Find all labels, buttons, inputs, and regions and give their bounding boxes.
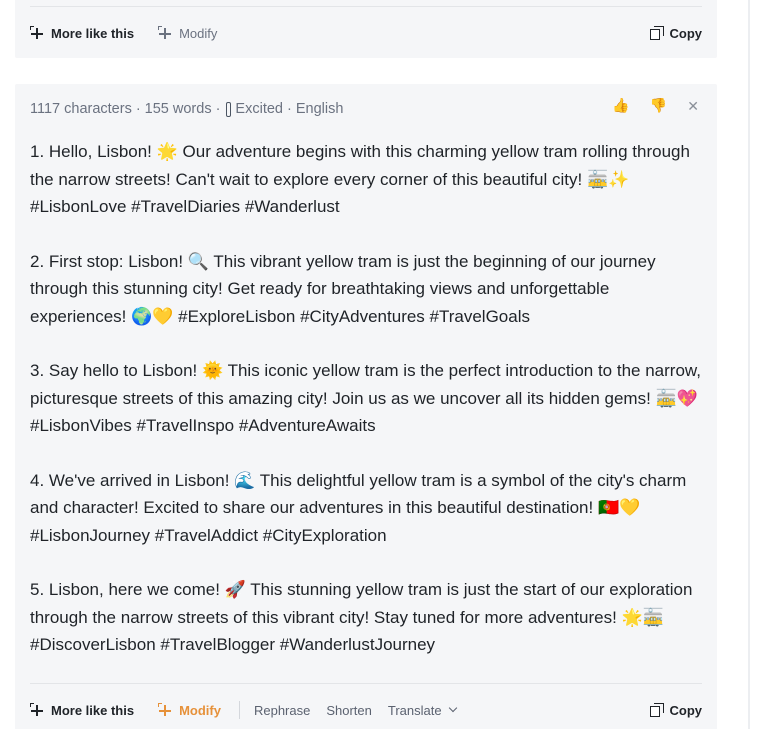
caption-paragraph-2: 2. First stop: Lisbon! 🔍 This vibrant yellow tram is just the beginning of our journey through this stunning city! Get ready for breathtaking views and unforgettable experiences! 🌍💛 #ExploreLisbon #CityAdventures #TravelGoals xyxy=(30,251,656,326)
word-count: 155 words xyxy=(144,101,212,117)
thumbs-down-icon[interactable]: 👎 xyxy=(649,98,668,114)
thermometer-icon xyxy=(226,102,231,117)
copy-icon xyxy=(650,703,664,717)
result-text xyxy=(30,138,710,686)
translate-dropdown[interactable] xyxy=(388,703,456,718)
thumbs-up-icon[interactable]: 👍 xyxy=(612,98,630,114)
chevron-down-icon xyxy=(448,704,456,712)
previous-result-card xyxy=(15,0,717,58)
feedback-controls xyxy=(612,98,699,115)
rephrase-button[interactable]: Rephrase xyxy=(253,702,311,718)
result-card xyxy=(15,84,717,729)
caption-paragraph-5: 5. Lisbon, here we come! 🚀 This stunning yellow tram is just the start of our exploration through the narrow streets of this vibrant city! Stay tuned for more adventures! 🌟🚋 #DiscoverLisbon #TravelBlogger #WanderlustJourney xyxy=(30,580,693,654)
copy-button[interactable] xyxy=(650,703,703,718)
copy-icon xyxy=(650,26,664,40)
card-divider xyxy=(30,683,702,684)
sparkle-icon xyxy=(30,26,45,41)
sparkle-icon xyxy=(158,703,173,718)
modify-button[interactable] xyxy=(158,26,217,41)
card-divider xyxy=(30,6,702,7)
copy-label: Copy xyxy=(669,25,702,41)
shorten-button[interactable]: Shorten xyxy=(326,702,372,718)
result-meta xyxy=(30,101,343,117)
modify-label: Modify xyxy=(179,702,221,718)
sparkle-icon xyxy=(158,26,173,41)
caption-paragraph-4: 4. We've arrived in Lisbon! 🌊 This delightful yellow tram is a symbol of the city's charm and character! Excited to share our adventures in this beautiful destination! 🇵🇹💛 #LisbonJourney #TravelAddict #CityExploration xyxy=(30,470,687,545)
meta-separator: · xyxy=(215,101,221,117)
copy-button[interactable] xyxy=(650,26,703,41)
sparkle-icon xyxy=(30,703,45,718)
meta-separator: · xyxy=(135,101,141,117)
more-like-this-button[interactable] xyxy=(30,703,134,718)
modify-button[interactable] xyxy=(158,703,221,718)
more-like-this-button[interactable] xyxy=(30,26,134,41)
more-like-this-label: More like this xyxy=(51,702,135,718)
character-count: 1117 characters xyxy=(30,101,132,117)
copy-label: Copy xyxy=(669,702,702,718)
tone-label: Excited xyxy=(235,101,283,117)
previous-result-actions xyxy=(30,19,702,47)
panel-divider xyxy=(748,0,750,729)
action-separator xyxy=(239,701,240,719)
caption-paragraph-1: 1. Hello, Lisbon! 🌟 Our adventure begins with this charming yellow tram rolling through the narrow streets! Can't wait to explore every corner of this beautiful city! 🚋✨ #LisbonLove #TravelDiaries #Wanderlust xyxy=(30,142,690,216)
more-like-this-label: More like this xyxy=(51,25,135,41)
close-icon[interactable]: ✕ xyxy=(687,98,699,114)
translate-label: Translate xyxy=(387,702,442,718)
modify-label: Modify xyxy=(179,25,218,41)
caption-paragraph-3: 3. Say hello to Lisbon! 🌞 This iconic yellow tram is the perfect introduction to the narrow, picturesque streets of this amazing city! Join us as we uncover all its hidden gems! 🚋💖 #LisbonVibes #TravelInspo #AdventureAwaits xyxy=(30,361,701,435)
meta-separator: · xyxy=(286,101,292,117)
language-label: English xyxy=(295,101,344,117)
result-actions xyxy=(30,696,702,724)
